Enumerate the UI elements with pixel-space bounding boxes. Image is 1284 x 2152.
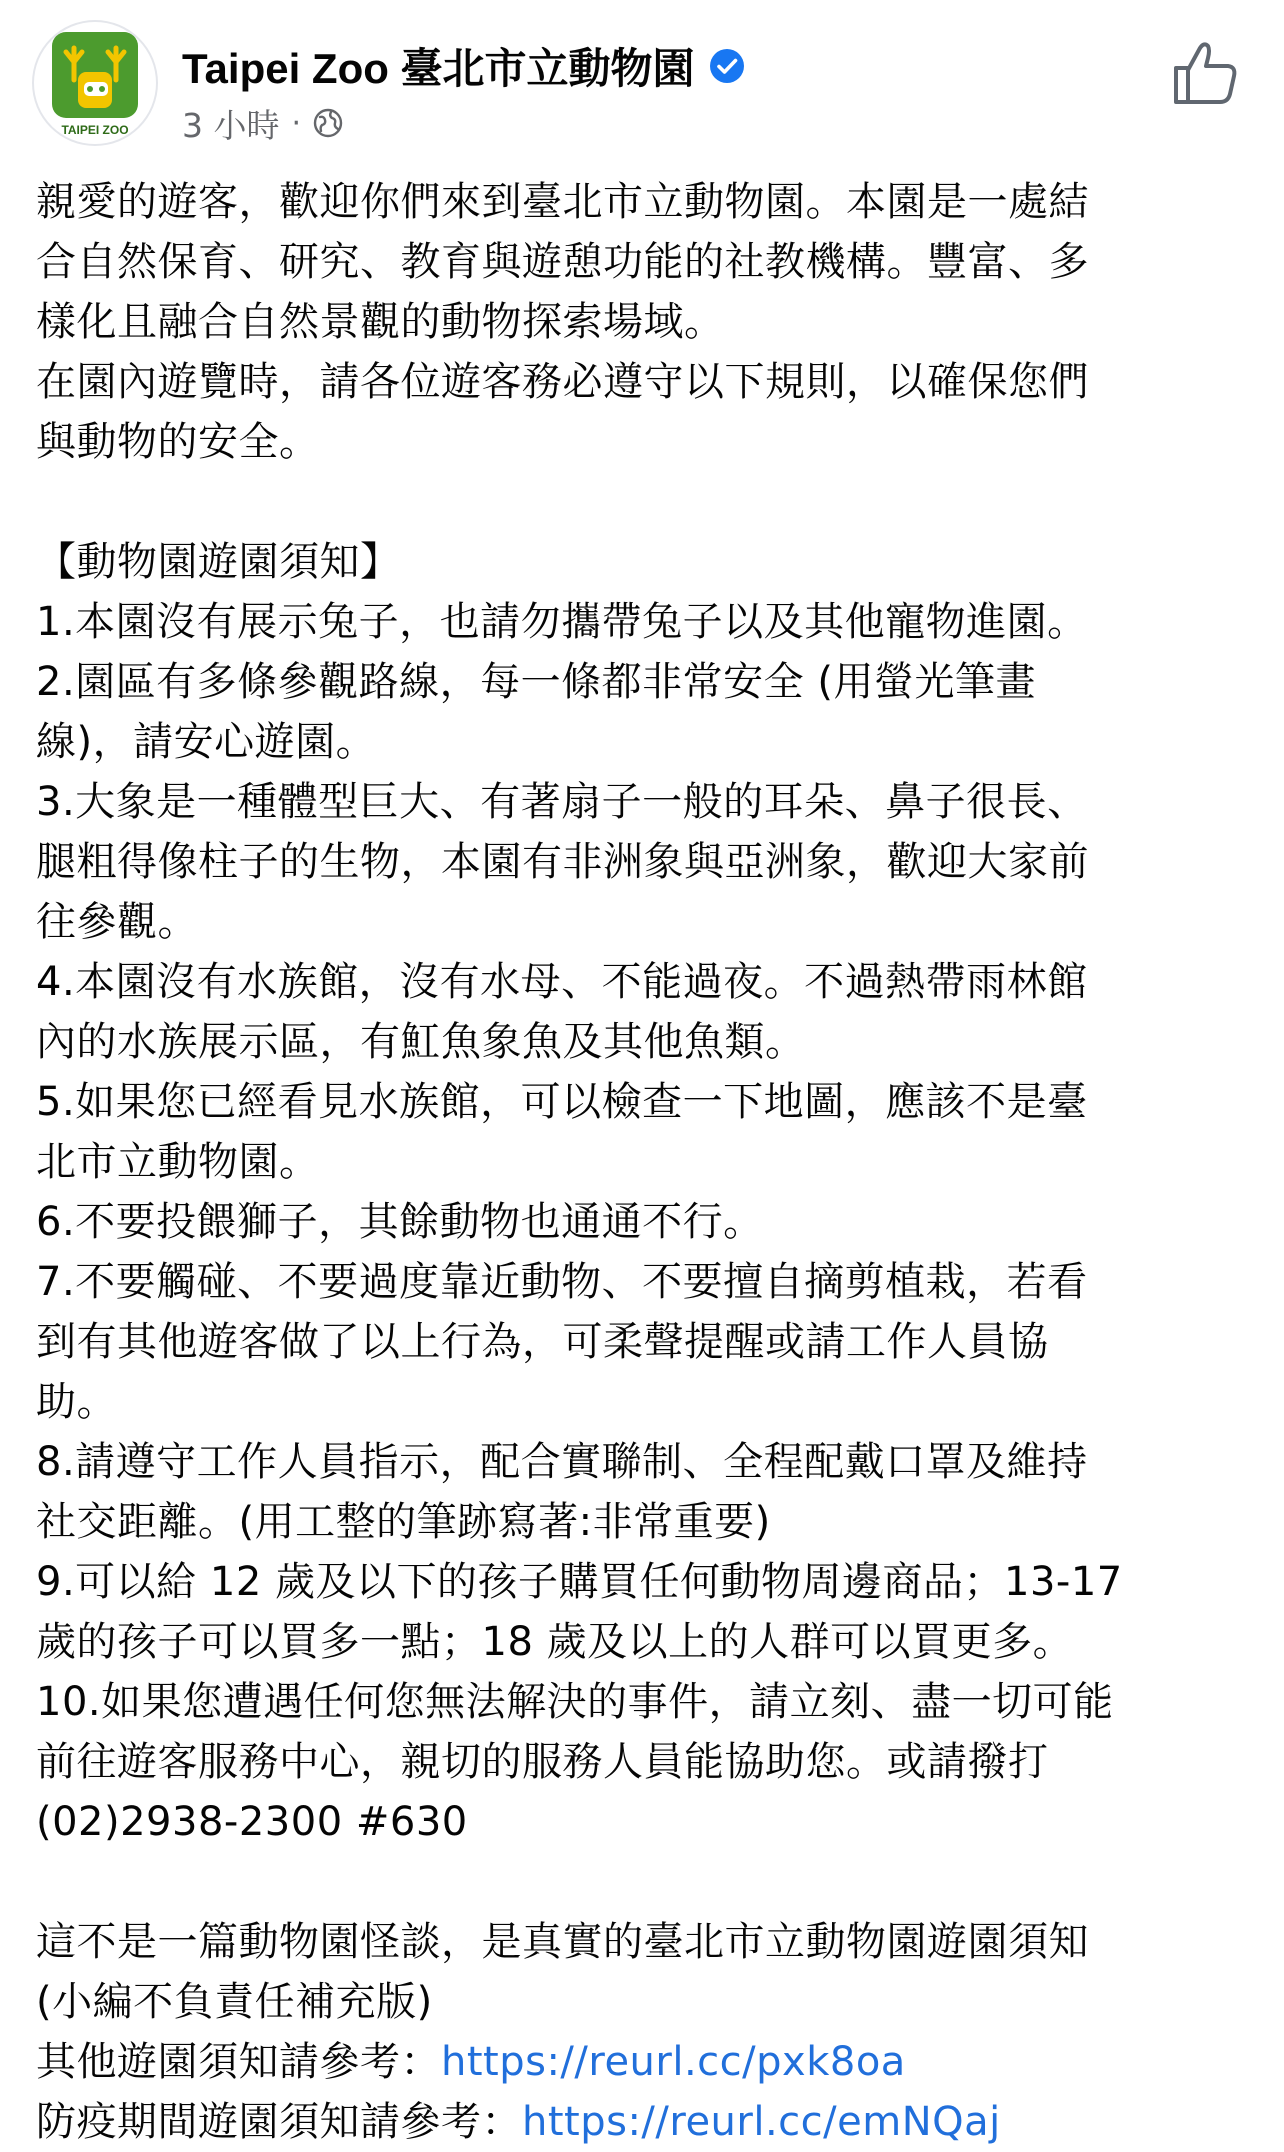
- rule-line: 往參觀。: [36, 899, 198, 945]
- globe-icon[interactable]: [313, 108, 343, 138]
- rule-line: 北市立動物園。: [36, 1139, 320, 1185]
- rule-line: 10.如果您遭遇任何您無法解決的事件，請立刻、盡一切可能: [36, 1679, 1114, 1725]
- rule-line: 內的水族展示區，有魟魚象魚及其他魚類。: [36, 1019, 806, 1065]
- rule-line: 到有其他遊客做了以上行為，可柔聲提醒或請工作人員協: [36, 1319, 1049, 1365]
- phone-number[interactable]: (02)2938-2300 #630: [36, 1799, 468, 1845]
- post-meta: [182, 98, 343, 148]
- verified-badge-icon: [709, 48, 745, 84]
- page-name-row: [182, 36, 745, 96]
- post-timestamp[interactable]: 3 小時: [182, 105, 280, 145]
- rule-line: 助。: [36, 1379, 117, 1425]
- paragraph-spacer: [36, 472, 1256, 532]
- logo-text: TAIPEI ZOO: [61, 123, 129, 137]
- other-info-label: 其他遊園須知請參考：: [36, 2039, 441, 2085]
- pandemic-info-label: 防疫期間遊園須知請參考：: [36, 2099, 522, 2145]
- rule-line: 3.大象是一種體型巨大、有著扇子一般的耳朵、鼻子很長、: [36, 779, 1088, 825]
- rule-line: 歲的孩子可以買多一點；18 歲及以上的人群可以買更多。: [36, 1619, 1074, 1665]
- rule-line: 前往遊客服務中心，親切的服務人員能協助您。或請撥打: [36, 1739, 1049, 1785]
- rule-line: 線)，請安心遊園。: [36, 719, 377, 765]
- closing-line: 這不是一篇動物園怪談，是真實的臺北市立動物園遊園須知: [36, 1919, 1089, 1965]
- rule-line: 6.不要投餵獅子，其餘動物也通通不行。: [36, 1199, 764, 1245]
- thumbs-up-icon[interactable]: [1168, 36, 1242, 110]
- rule-line: 8.請遵守工作人員指示，配合實聯制、全程配戴口罩及維持: [36, 1439, 1088, 1485]
- paragraph-spacer: [36, 1852, 1256, 1912]
- rule-line: 7.不要觸碰、不要過度靠近動物、不要擅自摘剪植栽，若看: [36, 1259, 1088, 1305]
- intro-line: 樣化且融合自然景觀的動物探索場域。: [36, 299, 725, 345]
- post-header: [0, 0, 1284, 160]
- page-name[interactable]: Taipei Zoo 臺北市立動物園: [182, 45, 695, 92]
- rule-line: 1.本園沒有展示兔子，也請勿攜帶兔子以及其他寵物進園。: [36, 599, 1088, 645]
- closing-line: (小編不負責任補充版): [36, 1979, 433, 2025]
- pandemic-info-line: [36, 2092, 1256, 2152]
- section-title: 【動物園遊園須知】: [36, 539, 401, 585]
- rule-line: 9.可以給 12 歲及以下的孩子購買任何動物周邊商品；13-17: [36, 1559, 1123, 1605]
- taipei-zoo-logo-icon: [34, 22, 156, 144]
- rule-line: 2.園區有多條參觀路線，每一條都非常安全 (用螢光筆畫: [36, 659, 1036, 705]
- rule-line: 腿粗得像柱子的生物，本園有非洲象與亞洲象，歡迎大家前: [36, 839, 1089, 885]
- meta-separator: ·: [291, 105, 302, 141]
- rule-line: 社交距離。(用工整的筆跡寫著:非常重要): [36, 1499, 771, 1545]
- post-body: [36, 172, 1256, 2152]
- intro-line: 與動物的安全。: [36, 419, 320, 465]
- pandemic-info-link[interactable]: https://reurl.cc/emNQaj: [522, 2099, 1001, 2145]
- intro-line: 合自然保育、研究、教育與遊憩功能的社教機構。豐富、多: [36, 239, 1089, 285]
- intro-line: 親愛的遊客，歡迎你們來到臺北市立動物園。本園是一處結: [36, 179, 1089, 225]
- page-avatar[interactable]: [34, 22, 156, 144]
- intro-line: 在園內遊覽時，請各位遊客務必遵守以下規則，以確保您們: [36, 359, 1089, 405]
- rule-line: 5.如果您已經看見水族館，可以檢查一下地圖，應該不是臺: [36, 1079, 1088, 1125]
- rule-line: 4.本園沒有水族館，沒有水母、不能過夜。不過熱帶雨林館: [36, 959, 1088, 1005]
- other-info-link[interactable]: https://reurl.cc/pxk8oa: [441, 2039, 906, 2085]
- other-info-line: [36, 2032, 1256, 2092]
